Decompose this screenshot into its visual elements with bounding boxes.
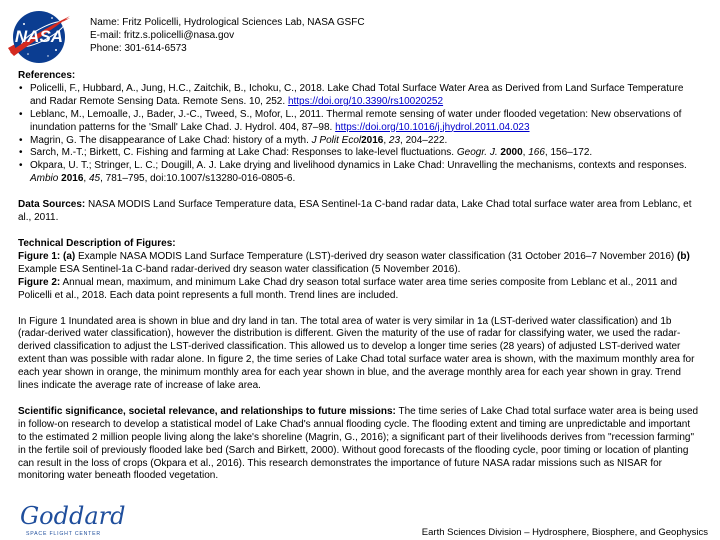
year: 2016 — [61, 173, 84, 185]
reference-item: • Leblanc, M., Lemoalle, J., Bader, J.-C., Tweed, S., Mofor, L., 2011. Thermal remote sensing of water under flooded vegetation: New observations of inundation patterns for the 'Small' Lake Chad. J. Hydrol. 404, 87–98. https://doi.org/10.1016/j.jhydrol.2011.04.023 — [18, 109, 700, 135]
journal-name: Ambio — [30, 173, 59, 185]
goddard-logo-text: Goddard — [20, 502, 126, 530]
figure-2-description: Figure 2: Annual mean, maximum, and minimum Lake Chad dry season total surface water area time series composite from Leblanc et al., 2011 and Policelli et al., 2018. Each data point represents a full month. Trend lines are included. — [18, 276, 678, 301]
reference-item: • Magrin, G. The disappearance of Lake Chad: history of a myth. J Polit Ecol2016, 23, 204–222. — [18, 135, 700, 148]
significance-label: Scientific significance, societal relevance, and relationships to future missions: — [18, 405, 396, 417]
data-sources-label: Data Sources: — [18, 199, 86, 211]
nasa-logo-text: NASA — [14, 27, 64, 46]
volume: 166 — [528, 147, 545, 159]
goddard-logo-icon — [18, 498, 133, 538]
doi-link[interactable]: https://doi.org/10.3390/rs10020252 — [287, 95, 444, 107]
footer-division: Earth Sciences Division – Hydrosphere, Biosphere, and Geophysics — [421, 527, 708, 538]
figure-1-label: Figure 1: — [18, 250, 61, 262]
figure-1-description: Figure 1: (a) Example NASA MODIS Land Surface Temperature (LST)-derived dry season water classification (31 October 2016–7 November 2016) (b) Example ESA Sentinel-1a C-band radar-derived dry season water classification (5 November 2016). — [18, 250, 690, 275]
contact-name: Name: Fritz Policelli, Hydrological Sciences Lab, NASA GSFC — [90, 17, 365, 28]
main-content — [18, 70, 700, 483]
reference-item: • Policelli, F., Hubbard, A., Jung, H.C., Zaitchik, B., Ichoku, C., 2018. Lake Chad Total Surface Water Area as Derived from Land Surface Temperature and Radar Remote Sensing Data. Remote Sens. 10, 252. https://doi.org/10.3390/rs10020252 — [18, 83, 700, 109]
contact-email: E-mail: fritz.s.policelli@nasa.gov — [90, 30, 235, 41]
journal-name: Geogr. J. — [456, 147, 498, 159]
doi-link[interactable]: https://doi.org/10.1016/j.jhydrol.2011.04.023 — [335, 121, 530, 133]
significance-paragraph: Scientific significance, societal relevance, and relationships to future missions: The time series of Lake Chad total surface water area is being used in follow-on research to develop a statistical model of Lake Chad's annual flooding cycle. The flooding extent and timing are unpredictable and important to the estimated 2 million people living along the lake's shoreline (Magrin, G., 2016); a significant part of their livelihoods derives from "recession farming" in the fertile soil of previously flooded lake bed (Sarch and Birkett, 2000). Without good forecasts of the flooding cycle, poor timing or location of planting can result in the loss of crops (Okpara et al., 2016). This research demonstrates the importance of future NASA radar missions such as NISAR for monitoring water beneath flooded vegetation. — [18, 405, 699, 482]
technical-description-title: Technical Description of Figures: — [18, 237, 176, 249]
contact-phone: Phone: 301-614-6573 — [90, 43, 187, 54]
reference-item: • Sarch, M.-T.; Birkett, C. Fishing and farming at Lake Chad: Responses to lake-level fluctuations. Geogr. J. 2000, 166, 156–172. — [18, 147, 700, 160]
reference-item: • Okpara, U. T.; Stringer, L. C.; Dougill, A. J. Lake drying and livelihood dynamics in Lake Chad: Unravelling the mechanisms, contexts and responses. Ambio 2016, 45, 781–795, doi:10.1007/s13280-016-0805-6. — [18, 160, 700, 186]
references-title: References: — [18, 70, 76, 81]
year: 2000 — [500, 147, 523, 159]
volume: 23 — [388, 134, 401, 146]
figure-explanation-paragraph: In Figure 1 Inundated area is shown in blue and dry land in tan. The total area of water is very similar in 1a (LST-derived water classification) and 1b (radar-derived water classification), however the distribution is different. Given the maturity of the use of radar for classifying water, we used the radar-derived classification to adjust the LST-derived classification. This allowed us to develop a longer time series (28 years) of adjusted LST-derived water extent than was possible with radar alone. In figure 2, the time series of Lake Chad total surface water area is shown, with the maximum monthly area for each year shown in orange, the minimum monthly area for each year shown in blue, and the average monthly area for each year shown in gray. Trend lines indicate the average rate of increase of lake area. — [18, 315, 695, 392]
figure-2-label: Figure 2: — [18, 276, 61, 288]
year: 2016 — [361, 134, 384, 146]
references-list — [18, 83, 700, 186]
goddard-tagline: SPACE FLIGHT CENTER — [26, 531, 101, 537]
volume: 45 — [88, 173, 101, 185]
journal-name: J Polit Ecol — [311, 134, 362, 146]
nasa-logo-icon — [4, 4, 74, 66]
contact-info — [90, 16, 365, 55]
data-sources: Data Sources: NASA MODIS Land Surface Temperature data, ESA Sentinel-1a C-band radar data, Lake Chad total surface water area from Leblanc, et al., 2011. — [18, 199, 692, 224]
